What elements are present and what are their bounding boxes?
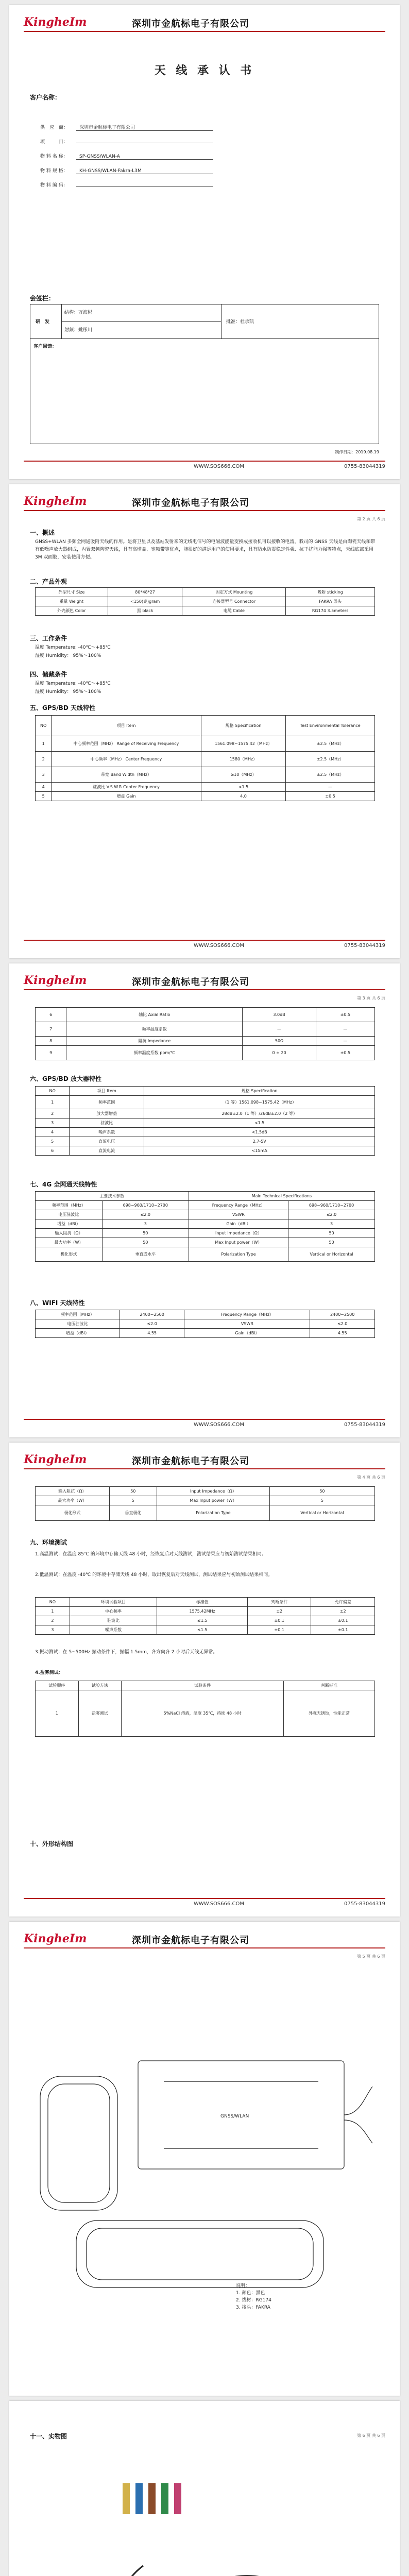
header-cell: NO: [36, 1598, 70, 1607]
note-line: 1. 颜色：黑色: [236, 2291, 265, 2296]
side-view-shape: [40, 2076, 117, 2210]
cell: 重量 Weight: [36, 597, 108, 606]
connector-blue: [135, 2483, 143, 2514]
elec-sign: 射频：姚彤川: [64, 328, 93, 333]
cell: 外型尺寸 Size: [36, 588, 108, 597]
cell: 直流电流: [70, 1146, 144, 1156]
cell: 50: [288, 1229, 375, 1238]
company-name: 深圳市金航标电子有限公司: [132, 19, 249, 29]
cell: 驻波比: [70, 1616, 157, 1625]
cell: Max Input power（W）: [189, 1238, 288, 1247]
cell: 3: [36, 1118, 70, 1128]
field-label: 供 应 商：: [40, 125, 69, 130]
cell: 1: [36, 1096, 70, 1109]
document-title: 天 线 承 认 书: [154, 64, 255, 77]
website-text: WWW.SOS666.COM: [194, 1901, 245, 1907]
cell: 电缆 Cable: [182, 606, 286, 616]
cell: 2.7-5V: [144, 1137, 375, 1146]
field-value: SP-GNSS/WLAN-A: [76, 154, 213, 160]
page-number: 第 5 页 共 6 页: [357, 1954, 385, 1959]
header-cell: 试验条件: [122, 1681, 284, 1690]
drawing-label: GNSS/WLAN: [220, 2114, 249, 2119]
storage-temp: 温度 Temperature: -40℃～+85℃: [35, 681, 111, 686]
brand-logo: KingheIm: [24, 495, 87, 508]
wifi-table-cont: [35, 1486, 375, 1521]
phone-text: 0755-83044319: [344, 943, 385, 948]
cell: 直流电压: [70, 1137, 144, 1146]
cell: <1.5: [201, 783, 286, 792]
note-line: 说明：: [236, 2283, 250, 2289]
lna-table: [35, 1086, 375, 1156]
header-cell: NO: [36, 716, 52, 736]
cell: ≤1.5: [157, 1616, 248, 1625]
cell: ±2.5（MHz）: [286, 736, 375, 752]
cell: 垂直极化: [109, 1505, 157, 1521]
cell: （1 等）1561.098~1575.42（MHz）: [144, 1096, 375, 1109]
cell: ≥10（MHz）: [201, 767, 286, 783]
cell: 频率范围: [70, 1096, 144, 1109]
cell: Input Impedance（Ω）: [157, 1487, 269, 1496]
website-text: WWW.SOS666.COM: [194, 464, 245, 469]
header-cell: 项目 Item: [70, 1087, 144, 1096]
cell: 3: [102, 1219, 189, 1229]
cell: 1580（MHz）: [201, 752, 286, 767]
cell: Frequency Range（MHz）: [189, 1201, 288, 1210]
section-title: 三、工作条件: [30, 635, 67, 642]
header-cell: Main Technical Specifications: [189, 1192, 374, 1201]
page-3: [9, 963, 400, 1437]
page-2: [9, 484, 400, 958]
cell: 4.55: [310, 1329, 375, 1338]
storage-humidity: 湿度 Humidity： 95%～100%: [35, 689, 101, 694]
cell: 698~960/1710~2700: [288, 1201, 375, 1210]
cell: 外壳颜色 Color: [36, 606, 108, 616]
header-cell: Test Environmental Tolerance: [286, 716, 375, 736]
cable-loop: [118, 2566, 293, 2576]
cell: 7: [36, 1022, 66, 1037]
cell: <15mA: [144, 1146, 375, 1156]
cell: 0 ± 20: [243, 1046, 316, 1060]
work-temp: 温度 Temperature: -40℃～+85℃: [35, 645, 111, 650]
cell: ±2: [248, 1607, 311, 1616]
page-number: 第 4 页 共 6 页: [357, 1475, 385, 1480]
cell: 9: [36, 1046, 66, 1060]
page-header: [24, 492, 385, 511]
company-name: 深圳市金航标电子有限公司: [132, 1456, 249, 1467]
section-title: 六、GPS/BD 放大器特性: [30, 1075, 101, 1082]
cell: Vertical or Horizontal: [269, 1505, 374, 1521]
page-6: [9, 2401, 400, 2576]
cell: ±2.5（MHz）: [286, 752, 375, 767]
cell: 5: [36, 1137, 70, 1146]
header-cell: 试验方法: [78, 1681, 122, 1690]
cell: 黑 black: [108, 606, 182, 616]
cell: 3: [36, 1625, 70, 1635]
cell: 50: [109, 1487, 157, 1496]
field-value: 深圳市金航标电子有限公司: [76, 124, 213, 131]
cell: 放大器增益: [70, 1109, 144, 1118]
cell: 5: [109, 1496, 157, 1505]
header-cell: 规格 Specification: [201, 716, 286, 736]
brand-logo: KingheIm: [24, 1453, 87, 1466]
cell: 增益（dBi）: [36, 1219, 103, 1229]
page-header: [24, 971, 385, 990]
cell: ±2: [311, 1607, 375, 1616]
cell: VSWR: [184, 1319, 310, 1329]
cell: FAKRA 母头: [286, 597, 375, 606]
cell: <1.5: [144, 1118, 375, 1128]
cell: 3: [288, 1219, 375, 1229]
field-row: [40, 181, 213, 188]
env-test-text: 2.低温测试：在温度 -40℃ 的环境中存储天线 48 小时，取出恢复后对天线测试，测试结果应与初始测试结果相同。: [35, 1572, 273, 1578]
brand-logo: KingheIm: [24, 974, 87, 987]
cell: VSWR: [189, 1210, 288, 1219]
customer-label: 客户名称：: [30, 94, 61, 101]
header-cell: 项目 Item: [52, 716, 201, 736]
cell: 噪声系数: [70, 1625, 157, 1635]
cell: 2: [36, 1616, 70, 1625]
cell: ≤2.0: [120, 1319, 184, 1329]
note-line: 3. 接头：FAKRA: [236, 2305, 270, 2310]
cell: 50: [102, 1238, 189, 1247]
cell: 电压驻波比: [36, 1319, 120, 1329]
gps-antenna-table-cont: [35, 1007, 375, 1060]
cell: 垂直或水平: [102, 1247, 189, 1262]
cell: 输入阻抗（Ω）: [36, 1229, 103, 1238]
lte-table: [35, 1191, 375, 1262]
cell: Polarization Type: [157, 1505, 269, 1521]
field-row: [40, 124, 213, 131]
company-name: 深圳市金航标电子有限公司: [132, 977, 249, 988]
cell: 50: [269, 1487, 374, 1496]
cell: Gain（dBi）: [189, 1219, 288, 1229]
cell: RG174 3.5meters: [286, 606, 375, 616]
page-number: 第 3 页 共 6 页: [357, 996, 385, 1001]
cell: 50Ω: [243, 1037, 316, 1046]
cell: 外观无锈蚀，性能正常: [284, 1690, 375, 1737]
cell: 4: [36, 783, 52, 792]
field-label: 项 目：: [40, 140, 69, 145]
page-number: 第 6 页 共 6 页: [357, 2433, 385, 2438]
cell: 4.55: [120, 1329, 184, 1338]
cell: 固定方式 Mounting: [182, 588, 286, 597]
cell: 频率温度系数 ppm/℃: [66, 1046, 243, 1060]
header-cell: NO: [36, 1087, 70, 1096]
cell: 最大功率（W）: [36, 1496, 110, 1505]
section-title: 一、概述: [30, 529, 55, 536]
field-row: [40, 167, 213, 174]
page-1: [9, 5, 400, 479]
header-cell: 环境试验项目: [70, 1598, 157, 1607]
note-line: 2. 线材：RG174: [236, 2298, 271, 2303]
cell: <150(克)gram: [108, 597, 182, 606]
cell: 中心频率范围（MHz） Range of Receiving Frequency: [52, 736, 201, 752]
header-cell: 判断条件: [248, 1598, 311, 1607]
section-title: 九、环境测试: [30, 1539, 67, 1546]
cell: 中心频率（MHz） Center Frequency: [52, 752, 201, 767]
dev-label: 研 发: [36, 319, 50, 325]
header-cell: 判断标准: [284, 1681, 375, 1690]
cell: 3.0dB: [243, 1008, 316, 1022]
cell: Max Input power（W）: [157, 1496, 269, 1505]
cell: —: [286, 783, 375, 792]
cell: ≤2.0: [288, 1210, 375, 1219]
appearance-table: [35, 587, 375, 616]
cell: 50: [288, 1238, 375, 1247]
cell: 50: [102, 1229, 189, 1238]
header-cell: 主要技术参数: [36, 1192, 189, 1201]
cell: ±0.1: [248, 1625, 311, 1635]
cell: Input Impedance（Ω）: [189, 1229, 288, 1238]
cell: Polarization Type: [189, 1247, 288, 1262]
cell: 2400~2500: [120, 1310, 184, 1319]
wifi-table: [35, 1310, 375, 1338]
cell: 驻波比: [70, 1118, 144, 1128]
section-title: 四、储藏条件: [30, 671, 67, 678]
overview-text: GNSS+WLAN 多频全网通吸附天线的作用。是将卫星以及基站发射来的无线电信号的电磁波能量变换成接收机可以接收的电流，我司的 GNSS 天线是由陶瓷天线和带有低噪声放大器组成，内置双频陶瓷天线，具有高增益、宽频带等优点，能很好的满足用户的使用要求，具有防水防震稳定性强、抗干扰能力强等特点，天线底部采用 3M 双面胶，安装使用方便。: [35, 539, 376, 560]
cell: 阻抗 Impedance: [66, 1037, 243, 1046]
cell: 1561.098~1575.42（MHz）: [201, 736, 286, 752]
make-date: 制作日期：2019.08.19: [335, 450, 379, 454]
cell: 5: [269, 1496, 374, 1505]
approve-sign: 批准：杜承凯: [226, 319, 254, 325]
cell: Gain（dBi）: [184, 1329, 310, 1338]
cell: 6: [36, 1146, 70, 1156]
cell: ≤2.0: [310, 1319, 375, 1329]
salt-spray-title: 4.盐雾测试：: [35, 1670, 63, 1675]
phone-text: 0755-83044319: [344, 1901, 385, 1907]
cell: 2: [36, 1109, 70, 1118]
section-title: 二、产品外观: [30, 578, 67, 585]
cell: 2400~2500: [310, 1310, 375, 1319]
cell: 最大功率（W）: [36, 1238, 103, 1247]
cell: 3: [36, 767, 52, 783]
section-title: 七、4G 全网通天线特性: [30, 1181, 97, 1188]
gps-antenna-table: [35, 715, 375, 801]
cell: 轴比 Axial Ratio: [66, 1008, 243, 1022]
brand-logo: KingheIm: [24, 1932, 87, 1945]
cell: 中心频率: [70, 1607, 157, 1616]
cell: 80*48*27: [108, 588, 182, 597]
company-name: 深圳市金航标电子有限公司: [132, 1935, 249, 1946]
page-4: [9, 1443, 400, 1917]
header-cell: 允许偏差: [311, 1598, 375, 1607]
section-title: 十、外形结构图: [30, 1840, 74, 1848]
cell: 2: [36, 752, 52, 767]
connector-pink: [174, 2483, 181, 2514]
cell: ±0.1: [311, 1625, 375, 1635]
cell: 极化形式: [36, 1505, 110, 1521]
cell: 增益（dBi）: [36, 1329, 120, 1338]
cell: 4.0: [201, 792, 286, 801]
page-footer: [24, 940, 385, 951]
cell: 28dB±2.0（1 等）/26dB±2.0（2 等）: [144, 1109, 375, 1118]
page-number: 第 2 页 共 6 页: [357, 517, 385, 521]
cell: 1575.42MHz: [157, 1607, 248, 1616]
cell: 1: [36, 1607, 70, 1616]
phone-text: 0755-83044319: [344, 464, 385, 469]
cell: 吸附 sticking: [286, 588, 375, 597]
customer-feedback-label: 客户回馈：: [33, 344, 57, 349]
cell: ±0.1: [311, 1616, 375, 1625]
cell: ≤2.0: [102, 1210, 189, 1219]
cell: 698~960/1710~2700: [102, 1201, 189, 1210]
phone-text: 0755-83044319: [344, 1422, 385, 1428]
cell: 1: [36, 736, 52, 752]
cell: 极化形式: [36, 1247, 103, 1262]
field-value: KH-GNSS/WLAN-Fakra-L3M: [76, 168, 213, 174]
page-5: [9, 1922, 400, 2396]
sign-table: [30, 304, 379, 444]
header-cell: 标准值: [157, 1598, 248, 1607]
vibration-text: 3.振动测试：在 5~500Hz 振动条件下，振幅 1.5mm，各方向各 2 小时后天线无异常。: [35, 1650, 218, 1655]
cell: Frequency Range（MHz）: [184, 1310, 310, 1319]
work-humidity: 湿度 Humidity： 95%～100%: [35, 653, 101, 658]
env-test-table: [35, 1597, 375, 1635]
cell: ±0.1: [248, 1616, 311, 1625]
cell: 连接器型号 Connector: [182, 597, 286, 606]
company-name: 深圳市金航标电子有限公司: [132, 498, 249, 509]
connector-brown: [148, 2483, 156, 2514]
cell: —: [243, 1022, 316, 1037]
section-title: 八、WIFI 天线特性: [30, 1299, 85, 1307]
product-photo: [50, 2463, 360, 2576]
cell: —: [316, 1037, 374, 1046]
cell: 电压驻波比: [36, 1210, 103, 1219]
page-footer: [24, 1898, 385, 1909]
header-cell: 规格 Specification: [144, 1087, 375, 1096]
cell: 频率范围（MHz）: [36, 1310, 120, 1319]
top-view-shape: [76, 2221, 323, 2287]
cell: 盐雾测试: [78, 1690, 122, 1737]
connector-yellow: [123, 2483, 130, 2514]
website-text: WWW.SOS666.COM: [194, 1422, 245, 1428]
section-title: 十一、实物图: [30, 2433, 67, 2440]
page-footer: [24, 461, 385, 472]
salt-spray-table: [35, 1681, 375, 1737]
cell: 输入阻抗（Ω）: [36, 1487, 110, 1496]
cell: ±0.5: [286, 792, 375, 801]
field-row: [40, 138, 213, 145]
cell: 5%NaCl 溶液，温度 35℃，持续 48 小时: [122, 1690, 284, 1737]
page-header: [24, 1929, 385, 1948]
cell: ≤1.5: [157, 1625, 248, 1635]
cell: Vertical or Horizontal: [288, 1247, 375, 1262]
cell: ±2.5（MHz）: [286, 767, 375, 783]
struct-sign: 结构：万海彬: [64, 310, 93, 315]
cell: 驻波比 V.S.W.R Center Frequency: [52, 783, 201, 792]
cell: —: [316, 1022, 374, 1037]
cell: 1: [36, 1690, 79, 1737]
website-text: WWW.SOS666.COM: [194, 943, 245, 948]
cell: 带宽 Band Width（MHz）: [52, 767, 201, 783]
sign-title: 会签栏：: [30, 295, 55, 302]
field-label: 物 料 编 码：: [40, 183, 68, 188]
connector-green: [161, 2483, 168, 2514]
cell: 4: [36, 1128, 70, 1137]
field-label: 物 料 规 格：: [40, 168, 68, 174]
section-title: 五、GPS/BD 天线特性: [30, 704, 95, 711]
cell: <1.5dB: [144, 1128, 375, 1137]
cell: ±0.5: [316, 1008, 374, 1022]
field-label: 物 料 名 称：: [40, 154, 68, 159]
header-cell: 试验顺序: [36, 1681, 79, 1690]
cell: 噪声系数: [70, 1128, 144, 1137]
cell: 5: [36, 792, 52, 801]
cell: 增益 Gain: [52, 792, 201, 801]
page-footer: [24, 1419, 385, 1430]
cell: 8: [36, 1037, 66, 1046]
outline-drawing: [30, 1994, 380, 2354]
cell: 频率温度系数: [66, 1022, 243, 1037]
cell: 频率范围（MHz）: [36, 1201, 103, 1210]
cell: ±0.5: [316, 1046, 374, 1060]
field-value: [76, 186, 213, 187]
brand-logo: KingheIm: [24, 15, 87, 29]
field-row: [40, 152, 213, 160]
page-header: [24, 1450, 385, 1469]
drawing-notes: [236, 2282, 271, 2311]
env-test-text: 1.高温测试：在温度 85℃ 的环境中存储天线 48 小时，经恢复后对天线测试，测试结果应与初始测试结果相同。: [35, 1552, 267, 1557]
page-header: [24, 12, 385, 32]
cell: 6: [36, 1008, 66, 1022]
